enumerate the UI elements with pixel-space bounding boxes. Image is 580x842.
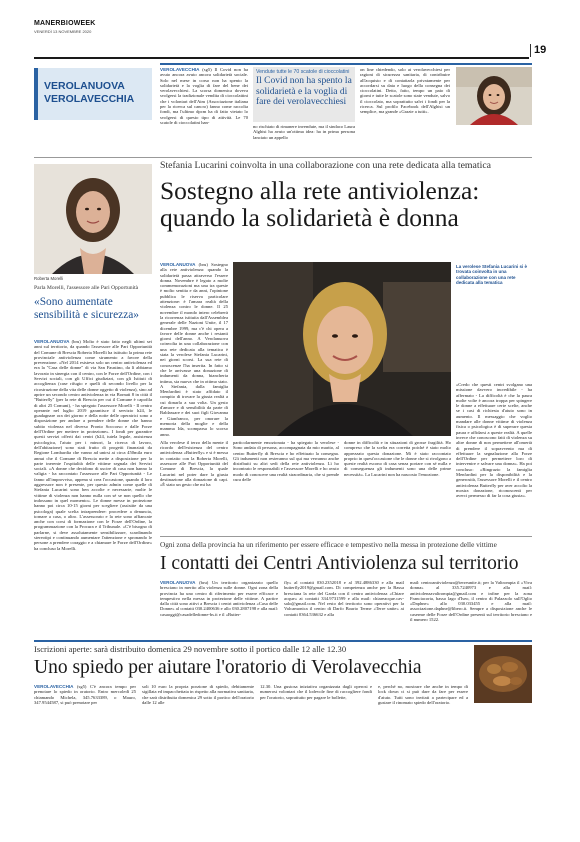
bottom-story-col2: soli 10 euro la propria porzione di spiedo, debitamente sigillata ed impacchettata in rispetto alla normativa sanitaria, che sarà distribuita domenica 29 sotto il portico dell'oratorio dalle 12 alle bbox=[142, 684, 254, 705]
section-title-line1: VEROLANUOVA bbox=[44, 80, 125, 92]
main-story-kicker-sub: (bru) bbox=[198, 262, 208, 267]
side-story-body bbox=[34, 339, 152, 632]
bottom-story-col4: e, perché no, mostrare che anche in tempo di lock down ci si può dare da fare per essere d'aiuto. Tutti sono invitati a partecipare ed a gustare il rinomato spiedo dell'oratorio. bbox=[378, 684, 468, 705]
top-story-headline: Il Covid non ha spento la solidarietà e la voglia di fare dei verolavecchiesi bbox=[256, 76, 352, 108]
side-story-overline: Parla Morelli, l'assessore alle Pari Opportunità bbox=[34, 285, 139, 291]
section-title-line2: VEROLAVECCHIA bbox=[44, 93, 135, 105]
side-story-text: Molto è stato fatto negli ultimi sei anni sul territorio, da quando l'assessore alle Pari Opportunità del Comune di Brescia Roberta Morelli ha istituito la prima rete provinciale antiviolenza come strumento a favore della prevenzione. «Nel 2014 esisteva solo un centro antiviolenza ed era la "Casa delle donne" di via San Faustino, da lì abbiamo lavorato in sinergia con il centro, con le Forze dell'Ordine, con i Servizi sociali, con gli Uffici giudiziari, con gli Istituti di accoglienza (case rifugio e quelli di secondo livello per la ricostruzione della vita delle donne oggetto di violenza), sino ad aprire un secondo centro antiviolenza in via Bornati 8 in città il "Butterfly" (per la rete di Brescia per cui il Comune è capofila di altri 25 Comuni), - ha spiegato l'assessore Morelli - Il centro operante nel luglio 2019 garantisce il servizio h24, le guadagnare ora dei giorno e della notte delle operatrici sono a disposizione per andare a prendere delle donne che hanno subito violenza nel diverso Pronto Soccorso e dalle Forze dell'Ordine per mettere in protezione». I fondi per garantire questi servizi offerti dai centri (h24, tutela legale, assistenza psicologica, l'aiuto per i minori, la ricerca di lavoro, dell'abitazione) sono stati frutto di progetti finanziati da Regione Lombardia che vanno ad unirsi ai circa 450mila euro annui che il Comune di Brescia mette a disposizione per la parte inerente l'ospitalità delle vittime segnala dei Servizi sociali. «A donne che decidono di uscire di casa non hanno la valigia - ha raccontato l'assessore alle Pari Opportunità - Le fanno all'improvviso, appena si crea l'occasione, quando il loro aggressore non è presente, per questo admin come quelle di Stefania Lucarini sono ben accolte e necessarie, molte le vittime di violenza non hanno nulla con sé se non quello che indossano in quel momento». Le donne messe in protezione hanno poi circa 10-15 giorni per scegliere (assistite da una psicologa) quale scelta intraprendere: procedere a denuncia, tornare a casa, o altro. L'assessorato e la rete sono affiancate anche con corsi di formazione con le Forze dell'Ordine, la programmazione con la Procura e il Tribunale. «C'è bisogno di parlarne, si deve assolutamente sensibilizzare, scardinando stereotipi e continuando aumentare l'attenzione e spronando le persone a prendere coraggio e a chiamare le Forze dell'Ordine» ha concluso la Morelli. bbox=[34, 339, 152, 551]
page-number-divider bbox=[530, 44, 531, 57]
main-story-caption: La verolese Stefania Lucarini si è trovata coinvolta in una collaborazione con una rete dedicata alla tematica bbox=[456, 264, 528, 285]
bottom-story-col3: 12.30. Una gustosa iniziativa organizzata dagli operosi e numerosi volontari che il lodevole fine di raccogliere fondi per l'oratorio, soprattutto per pagare le bollette, bbox=[260, 684, 372, 700]
side-story-photo bbox=[34, 164, 152, 274]
main-story-col2a: Alla verolese il terzo della mente il ricordo dell'esistenza del centro antiviolenza «Butterfly» e si è messa in contatto con la Roberta Morelli, assessore alle Pari Opportunità del Comune di Brescia, la quale Lucarini nel poter dare la giusta destinazione alla donazione di capi. «È stato un gesto che mi ha bbox=[160, 439, 228, 488]
centers-story-kicker-sub: (bru) bbox=[199, 580, 209, 585]
centers-story-headline: I contatti dei Centri Antiviolenza sul territorio bbox=[160, 553, 519, 574]
bottom-story-overline: Iscrizioni aperte: sarà distribuito domenica 29 novembre sotto il portico dalle 12 alle 12.30 bbox=[34, 644, 347, 654]
side-story-kicker-sub: (bru) bbox=[71, 339, 81, 344]
main-story-col1 bbox=[160, 262, 228, 532]
bottom-story-col1 bbox=[34, 684, 136, 734]
header-rule bbox=[34, 57, 529, 59]
bottom-story-photo bbox=[474, 645, 532, 703]
top-story-photo bbox=[456, 67, 532, 125]
main-story-col1-text: Sostegno alla rete antiviolenza: quando la solidarietà passa attraverso l'essere donna. Novembre è legato a molte commemorazioni ma una tra queste è molto sentita e da anni, l'opinione pubblica le riserva particolare attenzione: è l'amara realtà della violenza contro le donne. Il 25 novembre il mondo intero celebrerà la ricorrenza istituita dall'Assemblea generale delle Nazioni Unite, il 17 dicembre 1999, ma c'è chi opera a favore delle donne anche i restanti giorni dell'anno. A Verolanuova coinvolta in una collaborazione con una rete dedicata alla tematica è stata la verolese Stefania Lucarini, nei giorni scorsi. La sua rete di conoscenze l'ha inserita. In fatto si che le arrivasse una donazione di indumenti da donna, biancheria intima, sia nuova che in ottimo stato. A Stefania, dalla famiglia Menfardini è stato affidato il compito di trovare la giusta realtà a cui donarla a sua volta. Un gesto d'amore e di sensibilità da parte di Baldassare e dei suoi figli Giovanna e Gianfranco, per onorare la memoria della moglie e della mamma Ida, scomparsa lo scorso anno. bbox=[160, 262, 228, 437]
main-story-col4: «Credo che questi centri svolgano una missione davvero incredibile - ha affermato - La difficoltà è che la paura molte volte è ancora troppa per spingere le donne a effettuare certe scelte, anche se i casi di richiesta d'aiuto sono in aumento. Il messaggio che voglio mandare alle donne vittime di violenza fisica o psicologica è di superare questa paura e affidarsi a queste realtà. A quelle invece che conoscono fatti di violenza su altre donne di non permettere all'omertà di prendere il sopravvento ma di effettuare la segnalazione alla Forze dell'Ordine per permettere loro di intervenire e salvare una donna». Ha poi concluso: «Ringrazio la famiglia Menfardini per la disponibilità e la generosità, l'assessore Morelli e il centro antiviolenza Butterfly per aver accolto la mostra donazione, riconoscenti per averci permesso di far la cosa giusta». bbox=[456, 382, 532, 499]
centers-story-col2: fly» al contatti 030.2352018 e al 392.4886330 e alla mail butterfly2019@gmail.com. Di competenza anche per la Bassa bresciana la rete del Garda con il centro antiviolenza «Chiare acque» ai contatti 334.9731599 e alla mail: chiareacque.cav-salo@gmail.com. Nel resto del territorio sono operativi per la Valcamonica il centro di Darfo Boario Terme «Terre unite» ai contatti 0364.536632 e alla bbox=[284, 580, 404, 617]
centers-story-col3: mail: centroantiviolenza@terreunite.it; per la Valtrompia il «Viva donna» al 335.7240973 e alla mail: antiviolenzavaltrompia@gmail.com e infine per la zona Franciacorta, basso lago d'Iseo, il centro di Palazzolo sull'Oglio «Daphne» allo 030.033455 e alla mail: associazione.daphne@libero.it. Sempre a disposizione anche le caserme delle Forze dell'Ordine presenti sul territorio bresciano e il numero 1522. bbox=[410, 580, 532, 623]
page-number: 19 bbox=[534, 44, 547, 56]
main-story-col3: donne in difficoltà e in situazioni di grosse fragilità. Ho compreso che la scelta era corretta poiché è stato molto apprezzato questa donazione. Mi è stato raccontato proprio in quest'occasione che le donne che si rivolgono a queste realtà escono di casa senza portare con sé nulla e di conseguenza gli indumenti sono una delle prime necessità». La Lucarini non ha nascosto l'emozione. bbox=[344, 440, 451, 477]
top-story-heading-small: Vendute tutte le 70 scatole di cioccolatini bbox=[256, 69, 350, 75]
bottom-story-rule bbox=[34, 640, 532, 642]
main-story-overline: Stefania Lucarini coinvolta in una collaborazione con una rete dedicata alla tematica bbox=[160, 160, 492, 171]
issue-date: VENERDÌ 13 NOVEMBRE 2020 bbox=[34, 29, 92, 34]
bottom-story-kicker-sub: (sg5) bbox=[77, 684, 87, 689]
section-title bbox=[38, 68, 152, 106]
top-story-kicker: VEROLAVECCHIA bbox=[160, 67, 200, 72]
side-story-headline: «Sono aumentate sensibilità e sicurezza» bbox=[34, 296, 140, 321]
side-story-photo-caption: Roberta Morelli bbox=[34, 276, 64, 281]
section-label-box bbox=[34, 68, 152, 120]
top-story-col1 bbox=[160, 67, 248, 147]
centers-story-col1-text: Un territorio organizzato quello bresciano in merito alla violenza sulle donne. Ogni zona della provincia ha uno centro di riferimento per essere efficace e tempestivo nella messa in protezione delle vittime. A partire dalla città sono attivi a Brescia i centri antiviolenza «Casa delle Donne» al contatti 030.2400636 e allo 030.2807198 e alla mail: casaoggi@casadelledonne-bs.it e il «Butter- bbox=[160, 580, 278, 617]
top-story-col2: no rischiato di rimanere invendute, ma il sindaco Laura Alghisi ha avuto un'ottima idea: ha in prima persona lanciato un appello bbox=[253, 124, 355, 140]
top-story-lead: Il Covid non ha avuto ancora avuto ancora solidarietà sociale. Solo nel mese in corso non ha spento la solidarietà e la voglia di fare del bene dei verolavecchiesi. La scorsa domenica doveva svolgersi la tradizionale vendita di cioccolattini che i volontari dell'Aim (Associazione italiana per la ricerca sul cancro) fanno come raccolta fondi, ma l'ultimo dpcm ha di fatto vietato lo svolgersi di questo tipo di attività. Le 70 scatole di cioccolatini han- bbox=[160, 67, 248, 125]
main-story-headline: Sostegno alla rete antiviolenza: quando la solidarietà è donna bbox=[160, 176, 480, 232]
main-story-kicker: VEROLANUOVA bbox=[160, 262, 196, 267]
main-story-col2b: particolarmente emozionata - ha spiegato la verolese - Sono andata di persona, accompagnata da mio marito, al centro Butterfly di Brescia e ho effettuato la consegna. Gli indumenti non resteranno sul qui ma verranno anche distribuiti su altri sedi della rete antiviolenza. Lì ho incontrato le responsabili e l'assessore Morelli e ho avuto modo di conoscere una realtà straordinaria, che si prende cura delle bbox=[233, 440, 339, 483]
top-story-headline-box bbox=[253, 67, 355, 122]
top-story-kicker-sub: (sg5) bbox=[202, 67, 212, 72]
top-story-bottom-rule bbox=[34, 157, 532, 158]
centers-story-kicker: VEROLANUOVA bbox=[160, 580, 196, 585]
centers-story-overline: Ogni zona della provincia ha un riferimento per essere efficace e tempestivo nella messa in protezione delle vittime bbox=[160, 540, 497, 549]
bottom-story-kicker: VEROLAVECCHIA bbox=[34, 684, 74, 689]
main-story-photo bbox=[233, 262, 451, 436]
newspaper-logo: MANERBIOWEEK bbox=[34, 20, 96, 27]
centers-story-col1 bbox=[160, 580, 278, 632]
top-story-col3: on line chiedendo, solo ai verolavecchiesi per ragioni di sicurezza sanitaria, di contribuire all'acquisto e di contattarla privatamente per accordarsi su data e luogo della consegna dei cioccolatini. Detto, fatto, tempo un paio di giorni e tutte le scatole sono state vendute, salvo il cioccolato, ma soprattutto salvi i fondi per la ricerca. Sul profilo Facebook dell'Alghisi un semplice, ma grande «Grazie a tutti». bbox=[360, 67, 450, 115]
bottom-story-headline: Uno spiedo per aiutare l'oratorio di Verolavecchia bbox=[34, 657, 422, 678]
centers-story-top-rule bbox=[160, 536, 532, 537]
top-story-rule bbox=[160, 63, 532, 65]
side-story-kicker: VEROLANUOVA bbox=[34, 339, 70, 344]
bottom-story-col1-text: C'è ancora tempo per prenotare lo spiedo in oratorio. Entro mercoledì 25 chiamando Michela, 345.7633389, o Mauro, 347.9544587, si può prenotare per bbox=[34, 684, 136, 705]
